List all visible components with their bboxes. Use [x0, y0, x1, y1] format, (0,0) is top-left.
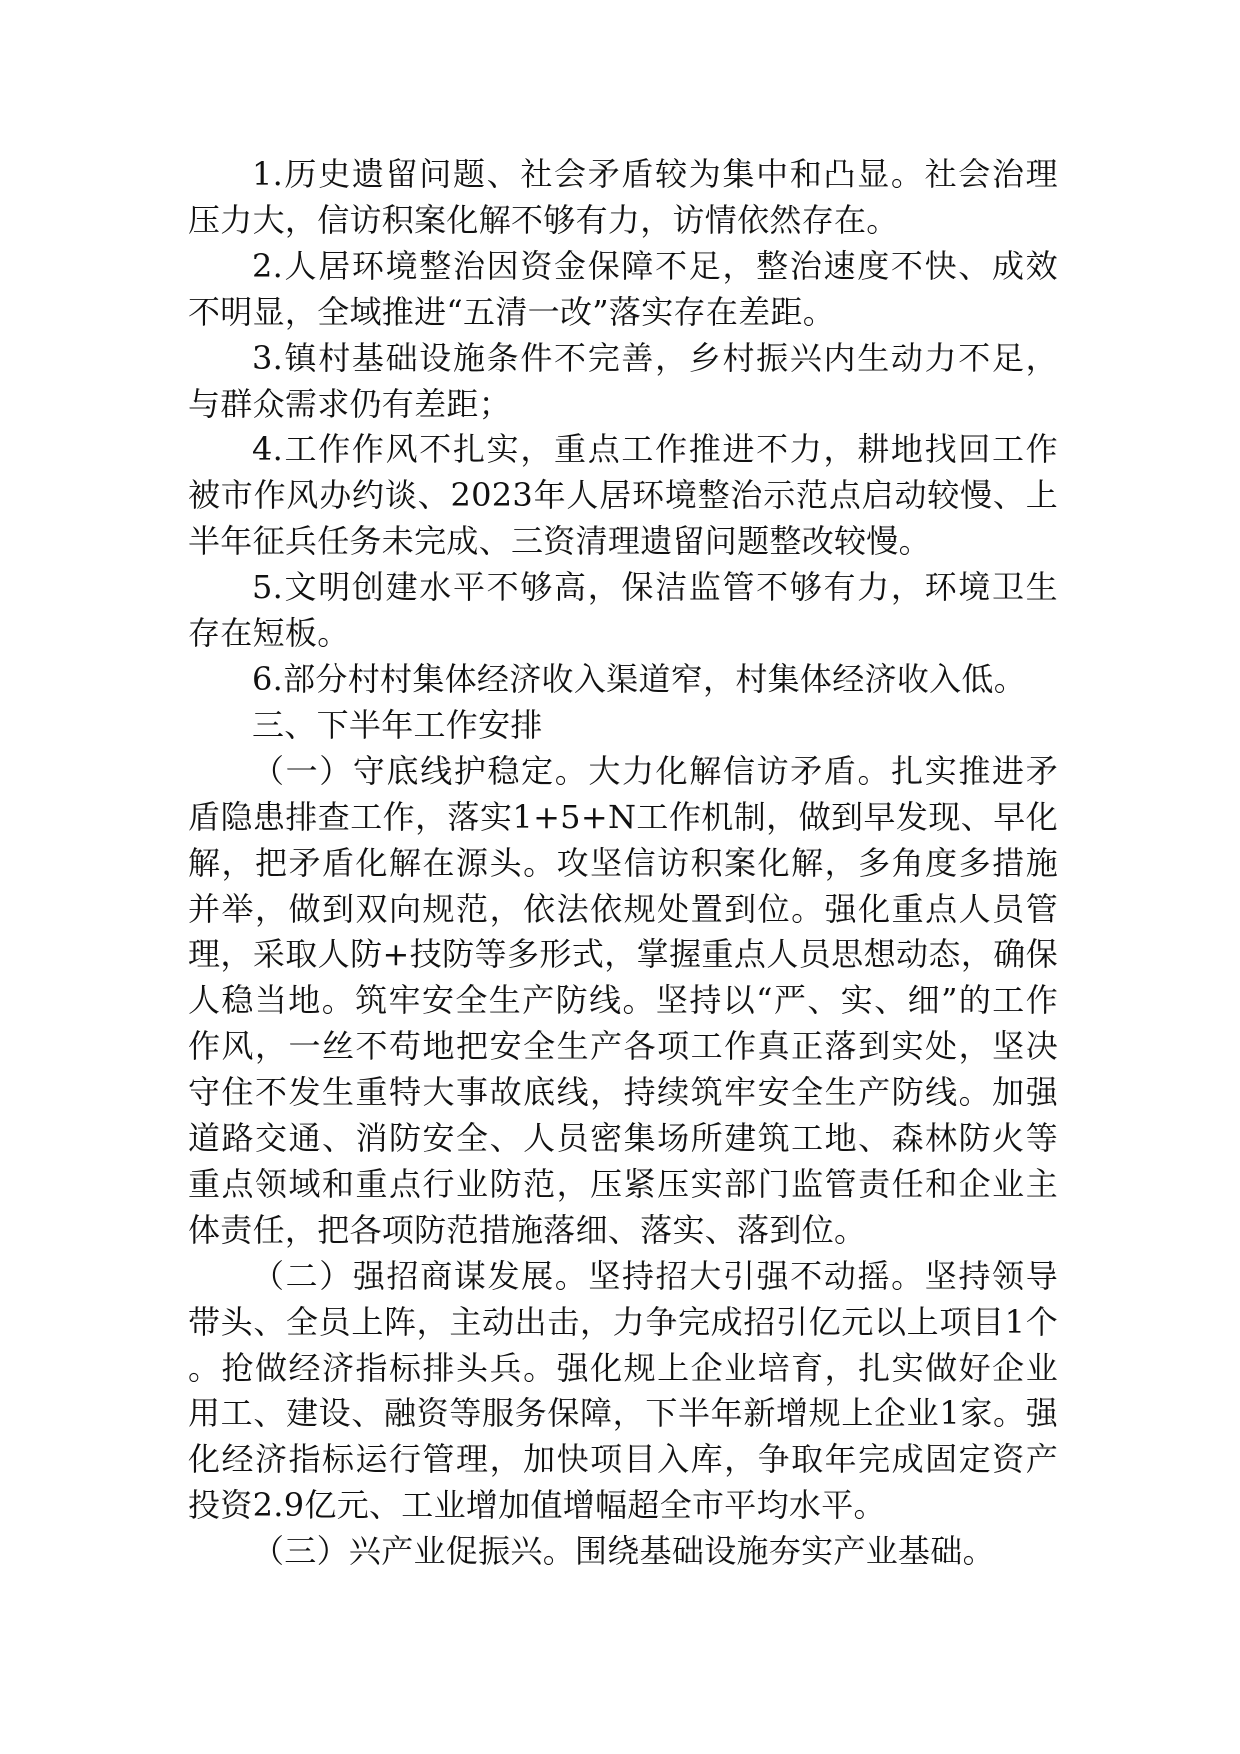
- issue-paragraph-4: 4.工作作风不扎实，重点工作推进不力，耕地找回工作被市作风办约谈、2023年人居环境整治示范点启动较慢、上半年征兵任务未完成、三资清理遗留问题整改较慢。: [188, 430, 1058, 561]
- issue-paragraph-5: 5.文明创建水平不够高，保洁监管不够有力，环境卫生存在短板。: [188, 568, 1058, 653]
- issue-paragraph-6: 6.部分村村集体经济收入渠道窄，村集体经济收入低。: [252, 659, 1027, 698]
- plan-paragraph-2: （二）强招商谋发展。坚持招大引强不动摇。坚持领导带头、全员上阵，主动出击，力争完成招引亿元以上项目1个。抢做经济指标排头兵。强化规上企业培育，扎实做好企业用工、建设、融资等服务保障，下半年新增规上企业1家。强化经济指标运行管理，加快项目入库，争取年完成固定资产投资2.9亿元、工业增加值增幅超全市平均水平。: [188, 1256, 1058, 1525]
- issue-paragraph-3: 3.镇村基础设施条件不完善，乡村振兴内生动力不足，与群众需求仍有差距；: [188, 338, 1058, 423]
- issue-paragraph-1: 1.历史遗留问题、社会矛盾较为集中和凸显。社会治理压力大，信访积案化解不够有力，访情依然存在。: [188, 155, 1058, 239]
- section-heading: 三、下半年工作安排: [252, 705, 543, 744]
- plan-paragraph-3: （三）兴产业促振兴。围绕基础设施夯实产业基础。: [252, 1532, 995, 1571]
- issue-paragraph-2: 2.人居环境整治因资金保障不足，整治速度不快、成效不明显，全域推进“五清一改”落实存在差距。: [188, 246, 1058, 331]
- plan-paragraph-1: （一）守底线护稳定。大力化解信访矛盾。扎实推进矛盾隐患排查工作，落实1+5+N工作机制，做到早发现、早化解，把矛盾化解在源头。攻坚信访积案化解，多角度多措施并举，做到双向规范，依法依规处置到位。强化重点人员管理，采取人防+技防等多形式，掌握重点人员思想动态，确保人稳当地。筑牢安全生产防线。坚持以“严、实、细”的工作作风，一丝不苟地把安全生产各项工作真正落到实处，坚决守住不发生重特大事故底线，持续筑牢安全生产防线。加强道路交通、消防安全、人员密集场所建筑工地、森林防火等重点领域和重点行业防范，压紧压实部门监管责任和企业主体责任，把各项防范措施落细、落实、落到位。: [188, 751, 1058, 1249]
- document-body: [188, 152, 1058, 1575]
